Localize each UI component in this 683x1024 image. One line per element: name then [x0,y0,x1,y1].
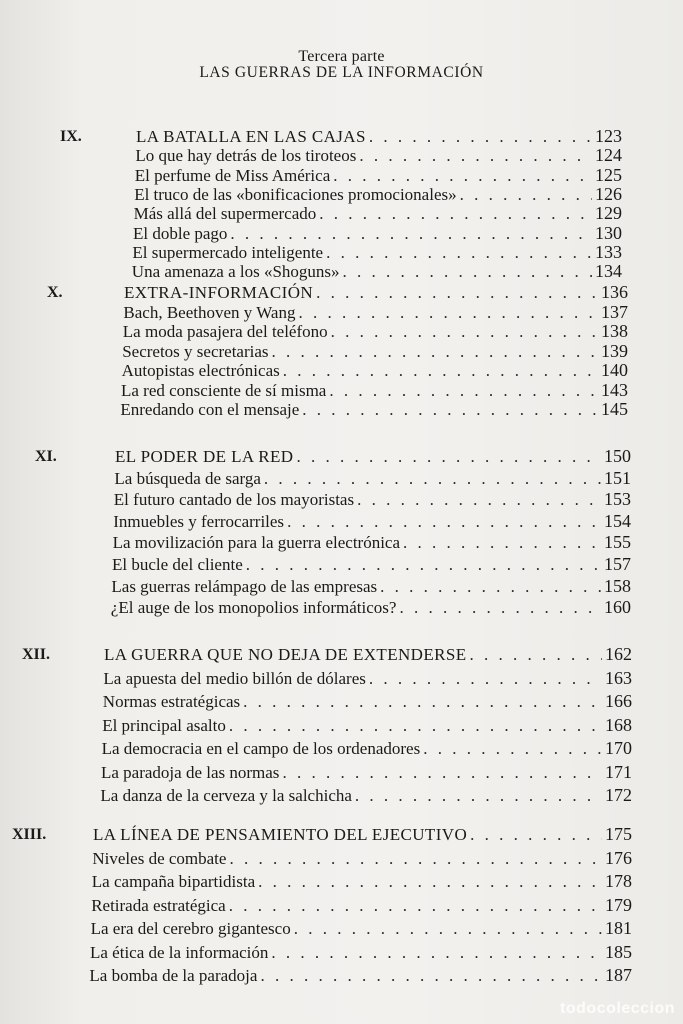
leader-dots [264,469,601,489]
leader-dots [283,361,598,381]
page-number: 171 [605,761,632,782]
leader-dots [272,342,598,362]
page-number: 134 [594,261,622,282]
entry-title: La danza de la cerveza y la salchicha [100,786,352,805]
page-number: 158 [603,575,631,596]
page-number: 181 [604,918,632,938]
leader-dots [243,692,602,712]
entry-title: La paradoja de las normas [101,762,280,782]
page-number: 163 [604,667,632,688]
page-number: 162 [605,644,632,664]
toc-entry [91,918,632,938]
toc-entry [102,738,632,758]
entry-title: El doble pago [133,223,228,243]
toc-entry [92,848,632,868]
entry-title: Normas estratégicas [102,692,241,711]
entry-title: El principal asalto [102,715,226,735]
leader-dots [470,645,603,665]
page-number: 172 [604,785,632,805]
entry-title: Más allá del supermercado [133,204,317,224]
entry-title: La moda pasajera del teléfono [122,322,328,341]
toc-entry [112,554,631,574]
leader-dots [260,966,602,986]
chapter-title: LA LÍNEA DE PENSAMIENTO DEL EJECUTIVO [93,825,468,844]
entry-title: El perfume de Miss América [134,165,331,185]
page-number: 157 [604,554,631,574]
toc-entry [91,895,632,915]
page-number: 185 [605,941,632,962]
leader-dots [287,512,601,532]
page-number: 155 [603,532,631,553]
page-number: 138 [600,321,628,341]
chapter-title-row [124,282,628,302]
page-number: 126 [594,183,622,204]
chapter-number: XI. [35,448,57,465]
page-number: 123 [595,126,622,146]
page-number: 140 [600,360,628,380]
watermark-logo: todocoleccion [560,1000,675,1017]
leader-dots [229,849,602,869]
leader-dots [380,577,601,597]
chapter-title: LA GUERRA QUE NO DEJA DE EXTENDERSE [104,645,467,664]
entry-title: El bucle del cliente [112,555,243,574]
leader-dots [296,447,601,467]
entry-title: La era del cerebro gigantesco [90,919,291,938]
page-number: 160 [603,597,631,618]
entry-title: Una amenaza a los «Shoguns» [131,262,340,282]
leader-dots [258,872,602,892]
toc-entry [120,399,628,419]
leader-dots [294,919,602,939]
entry-title: Secretos y secretarias [122,341,269,361]
page-number: 170 [604,738,632,758]
toc-entry [122,341,628,361]
leader-dots [319,204,592,224]
toc-entry [92,871,632,891]
leader-dots [282,763,602,783]
toc-entry [102,715,632,735]
leader-dots [271,943,602,963]
page-number: 129 [594,203,622,224]
entry-title: Autopistas electrónicas [121,361,280,380]
entry-title: El futuro cantado de los mayoristas [113,490,355,510]
page-number: 154 [603,510,631,531]
part-title: LAS GUERRAS DE LA INFORMACIÓN [199,64,484,81]
page-number: 145 [600,399,628,419]
entry-title: Enredando con el mensaje [120,400,300,419]
entry-title: Inmuebles y ferrocarriles [113,511,285,531]
toc-entry [90,942,632,962]
toc-entry [135,165,622,185]
leader-dots [331,322,598,342]
chapter-title-row [136,126,622,146]
leader-dots [246,555,601,575]
page-number: 143 [601,379,628,400]
page-number: 151 [603,467,631,488]
toc-entry [135,145,622,165]
chapter-number: XIII. [12,826,47,843]
leader-dots [460,185,592,205]
entry-title: La democracia en el campo de los ordenadores [101,739,421,758]
entry-title: El truco de las «bonificaciones promocionales» [134,184,457,204]
toc-entry [132,261,622,281]
page-number: 136 [601,282,628,302]
entry-title: La campaña bipartidista [91,872,256,891]
leader-dots [229,716,602,736]
leader-dots [316,283,598,303]
toc-entry [114,489,631,509]
chapter-title: LA BATALLA EN LAS CAJAS [136,127,366,146]
leader-dots [355,786,602,806]
toc-entry [113,511,631,531]
toc-entry [103,668,632,688]
leader-dots [423,739,602,759]
leader-dots [343,262,592,282]
toc-entry [123,302,628,322]
leader-dots [359,146,592,166]
entry-title: La red consciente de sí misma [121,380,327,400]
page-number: 187 [604,965,632,985]
entry-title: Bach, Beethoven y Wang [123,302,296,322]
chapter-number: XII. [22,646,51,663]
page-number: 168 [604,714,632,735]
entry-title: Niveles de combate [92,848,227,868]
leader-dots [470,825,602,845]
leader-dots [229,896,602,916]
leader-dots [326,243,592,263]
page-number: 150 [604,446,631,466]
chapter-number: IX. [60,128,82,145]
toc-entry [113,532,631,552]
leader-dots [369,669,602,689]
toc-entry [123,321,628,341]
toc-entry [101,762,632,782]
page-number: 166 [604,691,632,711]
toc-entry [121,380,628,400]
chapter-title-row [93,824,632,844]
chapter-number: X. [47,284,63,301]
entry-title: La bomba de la paradoja [89,966,258,985]
toc-entry [111,576,631,596]
chapter-title: EL PODER DE LA RED [115,447,294,466]
leader-dots [399,598,601,618]
leader-dots [230,224,592,244]
entry-title: Retirada estratégica [91,895,226,915]
chapter-title-row [104,644,632,664]
page-number: 139 [600,340,628,361]
page-number: 176 [604,847,632,868]
toc-entry [89,965,632,985]
entry-title: La ética de la información [90,942,269,962]
leader-dots [357,490,601,510]
toc-entry [134,203,622,223]
leader-dots [333,166,592,186]
toc-entry [100,785,632,805]
leader-dots [298,303,598,323]
toc-entry [132,242,622,262]
page-number: 137 [600,301,628,322]
page-number: 133 [594,241,622,262]
leader-dots [329,381,598,401]
toc-entry [114,468,631,488]
page-number: 179 [604,894,632,915]
chapter-title: EXTRA-INFORMACIÓN [124,283,314,302]
entry-title: La movilización para la guerra electrónica [112,533,401,553]
page-number: 130 [595,222,622,243]
toc-entry [111,597,631,617]
toc-entry [134,184,622,204]
page-number: 124 [594,145,622,166]
page-number: 153 [603,489,631,510]
entry-title: ¿El auge de los monopolios informáticos? [110,598,397,618]
entry-title: Las guerras relámpago de las empresas [111,576,378,596]
part-label: Tercera parte [298,48,385,65]
entry-title: La búsqueda de sarga [114,468,261,488]
chapter-title-row [115,446,631,466]
toc-entry [133,223,622,243]
page-number: 178 [604,871,632,891]
toc-entry [103,691,632,711]
page-number: 125 [594,164,622,185]
leader-dots [369,127,592,147]
entry-title: Lo que hay detrás de los tiroteos [135,146,357,166]
leader-dots [403,533,601,553]
toc-entry [122,360,628,380]
leader-dots [302,400,598,420]
entry-title: El supermercado inteligente [132,242,324,262]
entry-title: La apuesta del medio billón de dólares [103,668,366,688]
page-number: 175 [605,824,632,844]
